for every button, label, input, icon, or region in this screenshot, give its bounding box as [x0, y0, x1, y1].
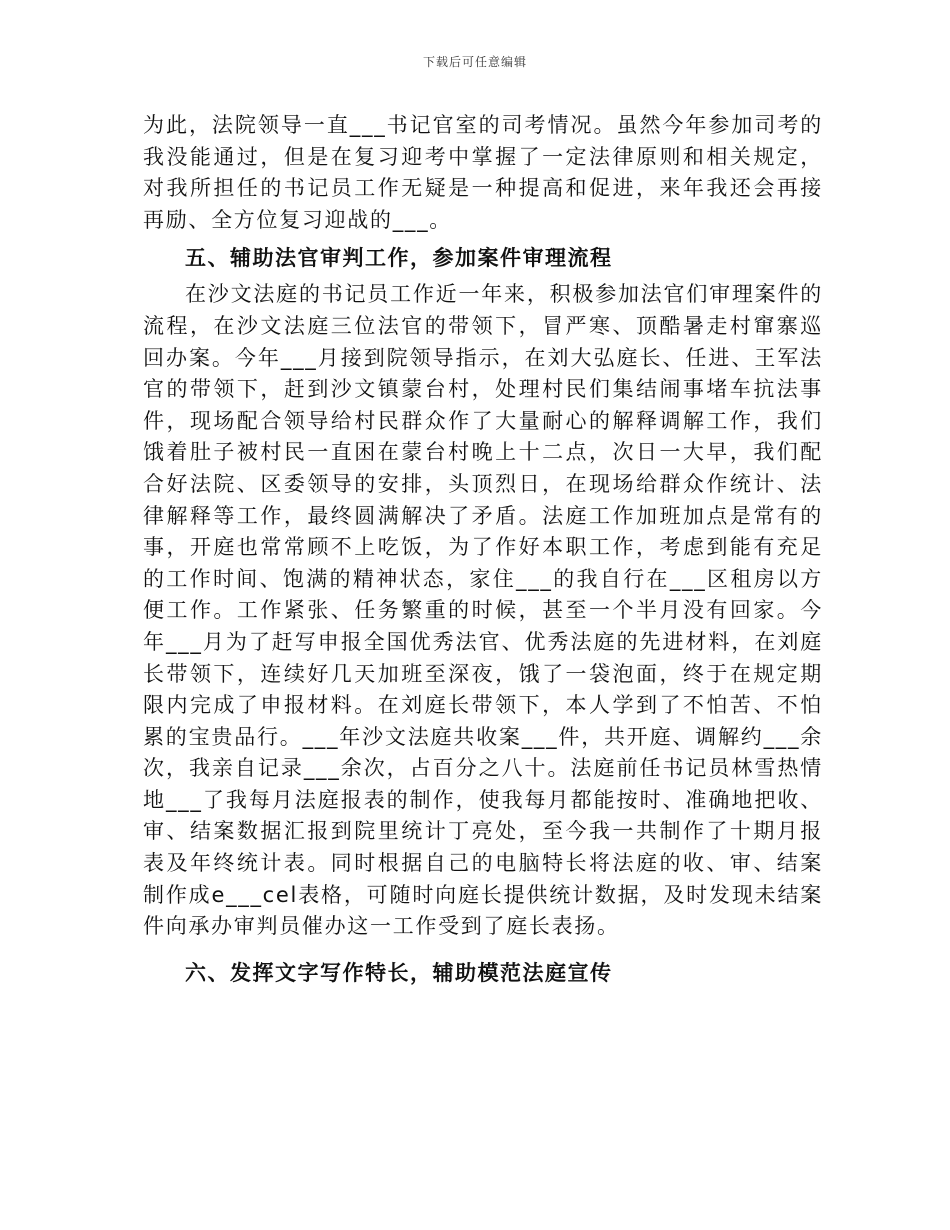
paragraph-continuation: 为此，法院领导一直___书记官室的司考情况。虽然今年参加司考的我没能通过，但是在复习迎考中掌握了一定法律原则和相关规定，对我所担任的书记员工作无疑是一种提高和促进，来年我还会再接再励、全方位复习迎战的___。	[143, 113, 823, 232]
section-heading-6: 六、发挥文字写作特长，辅助模范法庭宣传	[185, 960, 613, 985]
page-header: 下载后可任意编辑	[422, 55, 527, 69]
section-heading-5: 五、辅助法官审判工作，参加案件审理流程	[185, 246, 613, 271]
document-body	[143, 110, 823, 994]
paragraph-section-5: 在沙文法庭的书记员工作近一年来，积极参加法官们审理案件的流程，在沙文法庭三位法官的带领下，冒严寒、顶酷暑走村窜寨巡回办案。今年___月接到院领导指示，在刘大弘庭长、任进、王军法官的带领下，赶到沙文镇蒙台村，处理村民们集结闹事堵车抗法事件，现场配合领导给村民群众作了大量耐心的解释调解工作，我们饿着肚子被村民一直困在蒙台村晚上十二点，次日一大早，我们配合好法院、区委领导的安排，头顶烈日，在现场给群众作统计、法律解释等工作，最终圆满解决了矛盾。法庭工作加班加点是常有的事，开庭也常常顾不上吃饭，为了作好本职工作，考虑到能有充足的工作时间、饱满的精神状态，家住___的我自行在___区租房以方便工作。工作紧张、任务繁重的时候，甚至一个半月没有回家。今年___月为了赶写申报全国优秀法官、优秀法庭的先进材料，在刘庭长带领下，连续好几天加班至深夜，饿了一袋泡面，终于在规定期限内完成了申报材料。在刘庭长带领下，本人学到了不怕苦、不怕累的宝贵品行。___年沙文法庭共收案___件，共开庭、调解约___余次，我亲自记录___余次，占百分之八十。法庭前任书记员林雪热情地___了我每月法庭报表的制作，使我每月都能按时、准确地把收、审、结案数据汇报到院里统计丁亮处，至今我一共制作了十期月报表及年终统计表。同时根据自己的电脑特长将法庭的收、审、结案制作成e___cel表格，可随时向庭长提供统计数据，及时发现未结案件向承办审判员催办这一工作受到了庭长表扬。	[143, 282, 823, 939]
